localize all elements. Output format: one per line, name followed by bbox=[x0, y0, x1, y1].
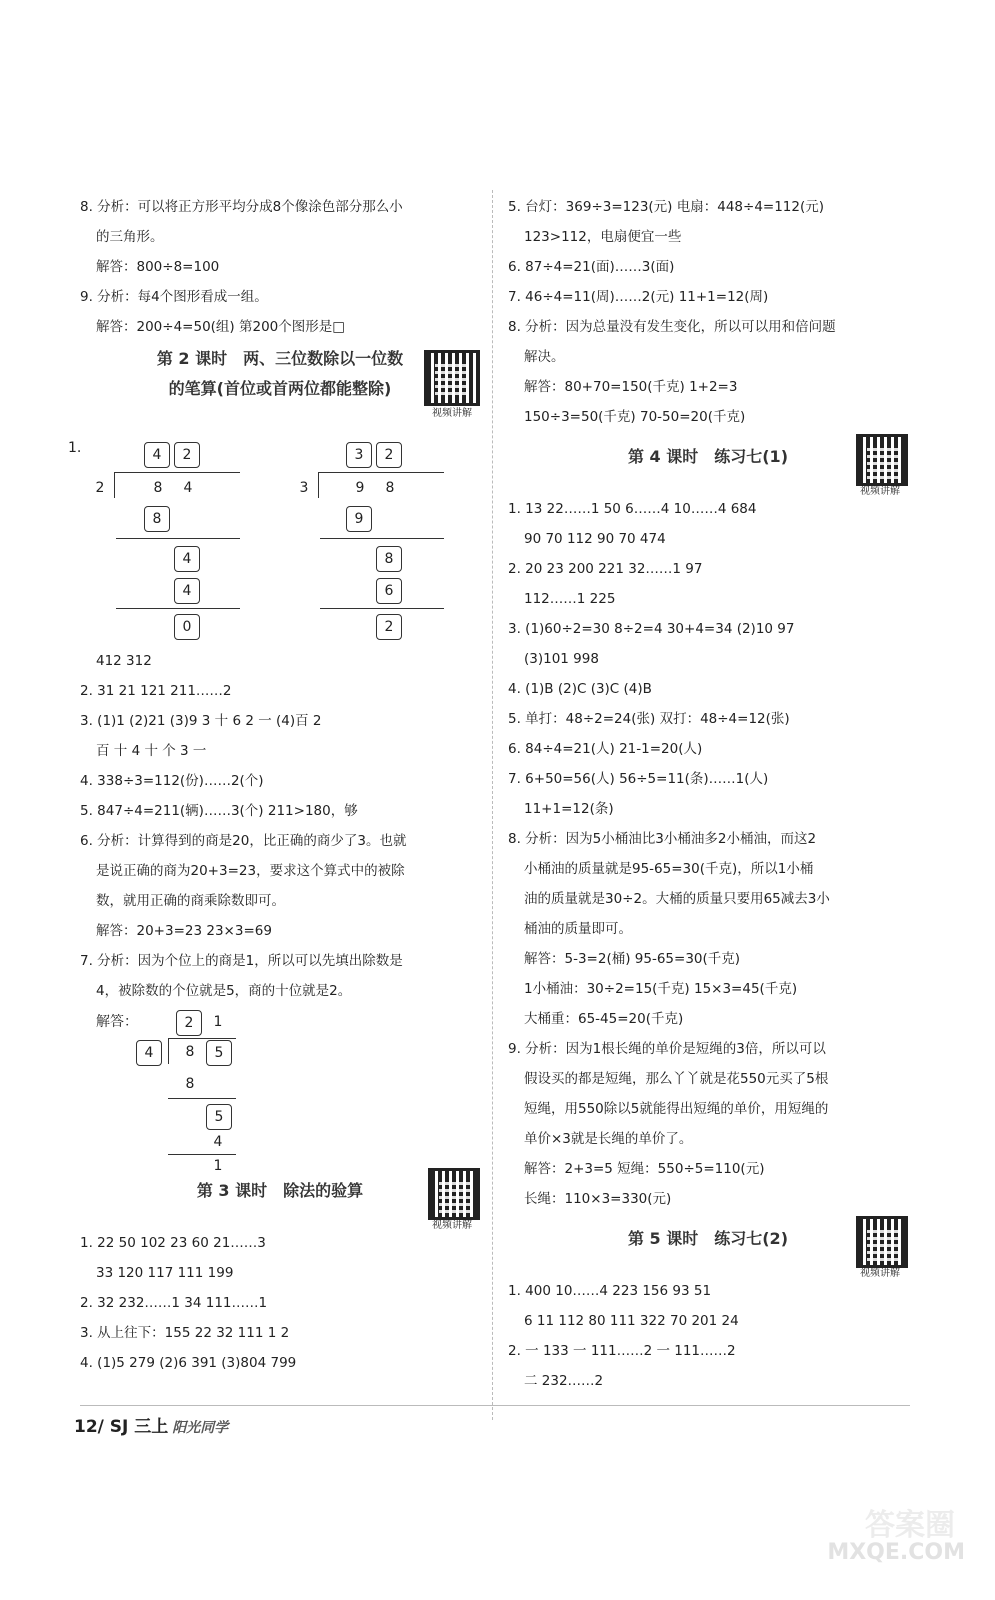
text-line: 2. 31 21 121 211……2 bbox=[80, 683, 232, 699]
text-line: 4. 338÷3=112(份)……2(个) bbox=[80, 773, 264, 789]
step-box: 6 bbox=[376, 578, 402, 604]
text-line: 5. 847÷4=211(辆)……3(个) 211>180，够 bbox=[80, 803, 358, 819]
text-line: 5. 单打：48÷2=24(张) 双打：48÷4=12(张) bbox=[508, 711, 790, 727]
qr-label: 视频讲解 bbox=[860, 486, 900, 497]
text-line: 二 232……2 bbox=[524, 1373, 604, 1389]
text-line: 解答：5-3=2(桶) 95-65=30(千克) bbox=[524, 951, 741, 967]
text-line: 解答：800÷8=100 bbox=[96, 259, 220, 275]
step-line bbox=[168, 1098, 236, 1099]
step-box: 5 bbox=[206, 1104, 232, 1130]
text-line: 解答：80+70=150(千克) 1+2=3 bbox=[524, 379, 738, 395]
text-line: 短绳，用550除以5就能得出短绳的单价，用短绳的 bbox=[524, 1101, 829, 1117]
qr-label: 视频讲解 bbox=[860, 1268, 900, 1279]
quotient-box: 3 bbox=[346, 442, 372, 468]
text-line: 412 312 bbox=[96, 653, 152, 669]
page-number: 12/ SJ 三上 bbox=[74, 1417, 169, 1437]
division-bracket bbox=[318, 472, 319, 498]
text-line: 3. (1)60÷2=30 8÷2=4 30+4=34 (2)10 97 bbox=[508, 621, 795, 637]
divisor-box: 4 bbox=[136, 1040, 162, 1066]
text-line: 112……1 225 bbox=[524, 591, 616, 607]
text-line: 1. 22 50 102 23 60 21……3 bbox=[80, 1235, 266, 1251]
text-line: 数，就用正确的商乘除数即可。 bbox=[96, 893, 285, 909]
text-line: 2. 一 133 一 111……2 一 111……2 bbox=[508, 1343, 736, 1359]
step-line bbox=[116, 608, 240, 609]
qr-code-icon[interactable] bbox=[428, 1168, 480, 1220]
text-line: 解答：20+3=23 23×3=69 bbox=[96, 923, 272, 939]
text-line: 7. 6+50=56(人) 56÷5=11(条)……1(人) bbox=[508, 771, 769, 787]
step-line bbox=[320, 608, 444, 609]
division-bar bbox=[168, 1038, 236, 1039]
remainder-digit: 1 bbox=[213, 1158, 223, 1174]
dividend-digit: 9 bbox=[355, 480, 365, 496]
text-line: 小桶油的质量就是95-65=30(千克)，所以1小桶 bbox=[524, 861, 814, 877]
text-line: 4. (1)5 279 (2)6 391 (3)804 799 bbox=[80, 1355, 297, 1371]
right-column bbox=[508, 192, 908, 1396]
text-line: 1. 13 22……1 50 6……4 10……4 684 bbox=[508, 501, 757, 517]
lesson-title: 第 4 课时 练习七(1) bbox=[627, 447, 789, 466]
text-line: 百 十 4 十 个 3 一 bbox=[96, 743, 207, 759]
quotient-box: 2 bbox=[376, 442, 402, 468]
step-box: 8 bbox=[376, 546, 402, 572]
lesson-title: 第 2 课时 两、三位数除以一位数 bbox=[156, 349, 404, 368]
watermark-url: MXQE.COM bbox=[827, 1540, 965, 1565]
qr-code-icon[interactable] bbox=[424, 350, 480, 406]
step-box: 8 bbox=[144, 506, 170, 532]
step-box: 4 bbox=[174, 578, 200, 604]
qr-label: 视频讲解 bbox=[432, 408, 472, 419]
lesson-title: 第 5 课时 练习七(2) bbox=[627, 1229, 789, 1248]
text-line: (3)101 998 bbox=[524, 651, 599, 667]
text-line: 7. 46÷4=11(周)……2(元) 11+1=12(周) bbox=[508, 289, 769, 305]
question-number: 1. bbox=[68, 440, 82, 456]
quotient-box: 2 bbox=[176, 1010, 202, 1036]
text-line: 1小桶油：30÷2=15(千克) 15×3=45(千克) bbox=[524, 981, 798, 997]
step-box: 0 bbox=[174, 614, 200, 640]
text-line: 2. 20 23 200 221 32……1 97 bbox=[508, 561, 703, 577]
lesson-3-header bbox=[80, 1176, 480, 1231]
dividend-digit: 8 bbox=[385, 480, 395, 496]
text-line: 6. 84÷4=21(人) 21-1=20(人) bbox=[508, 741, 703, 757]
long-division-figure-q7 bbox=[80, 1006, 480, 1174]
long-division-figures bbox=[68, 440, 480, 640]
watermark-logo: 答案圈 bbox=[865, 1508, 955, 1543]
text-line: 150÷3=50(千克) 70-50=20(千克) bbox=[524, 409, 746, 425]
text-line: 90 70 112 90 70 474 bbox=[524, 531, 666, 547]
footer-rule bbox=[80, 1405, 910, 1406]
column-divider bbox=[492, 190, 493, 1420]
step-box: 4 bbox=[174, 546, 200, 572]
answer-label: 解答： bbox=[96, 1014, 138, 1030]
step-box: 9 bbox=[346, 506, 372, 532]
lesson-4-header bbox=[508, 442, 908, 497]
quotient-digit: 1 bbox=[213, 1014, 223, 1030]
text-line: 解决。 bbox=[524, 349, 565, 365]
text-line: 9. 分析：因为1根长绳的单价是短绳的3倍，所以可以 bbox=[508, 1041, 826, 1057]
text-line: 桶油的质量即可。 bbox=[524, 921, 632, 937]
division-bar bbox=[114, 472, 240, 473]
text-line: 2. 32 232……1 34 111……1 bbox=[80, 1295, 268, 1311]
qr-code-icon[interactable] bbox=[856, 434, 908, 486]
qr-label: 视频讲解 bbox=[432, 1220, 472, 1231]
text-line: 4. (1)B (2)C (3)C (4)B bbox=[508, 681, 652, 697]
dividend-digit: 8 bbox=[185, 1044, 195, 1060]
text-line: 8. 分析：可以将正方形平均分成8个像涂色部分那么小 bbox=[80, 199, 403, 215]
text-line: 8. 分析：因为5小桶油比3小桶油多2小桶油，而这2 bbox=[508, 831, 817, 847]
lesson-title: 第 3 课时 除法的验算 bbox=[196, 1181, 364, 1200]
text-line: 11+1=12(条) bbox=[524, 801, 614, 817]
division-bar bbox=[318, 472, 444, 473]
divisor: 2 bbox=[95, 480, 105, 496]
step-box: 2 bbox=[376, 614, 402, 640]
text-line: 解答：200÷4=50(组) 第200个图形是□ bbox=[96, 319, 346, 335]
text-line: 33 120 117 111 199 bbox=[96, 1265, 234, 1281]
step-line bbox=[116, 538, 240, 539]
text-line: 的三角形。 bbox=[96, 229, 164, 245]
text-line: 6 11 112 80 111 322 70 201 24 bbox=[524, 1313, 739, 1329]
text-line: 123>112，电扇便宜一些 bbox=[524, 229, 682, 245]
lesson-2-header bbox=[80, 344, 480, 434]
text-line: 6. 分析：计算得到的商是20，比正确的商少了3。也就 bbox=[80, 833, 407, 849]
quotient-box: 2 bbox=[174, 442, 200, 468]
lesson-title: 的笔算(首位或首两位都能整除) bbox=[168, 379, 392, 398]
text-line: 单价×3就是长绳的单价了。 bbox=[524, 1131, 693, 1147]
dividend-digit: 4 bbox=[183, 480, 193, 496]
lesson-5-header bbox=[508, 1224, 908, 1279]
text-line: 9. 分析：每4个图形看成一组。 bbox=[80, 289, 268, 305]
dividend-digit: 8 bbox=[153, 480, 163, 496]
step-line bbox=[320, 538, 444, 539]
text-line: 1. 400 10……4 223 156 93 51 bbox=[508, 1283, 712, 1299]
text-line: 3. (1)1 (2)21 (3)9 3 十 6 2 一 (4)百 2 bbox=[80, 713, 322, 729]
division-bracket bbox=[168, 1038, 169, 1064]
text-line: 是说正确的商为20+3=23，要求这个算式中的被除 bbox=[96, 863, 405, 879]
text-line: 6. 87÷4=21(面)……3(面) bbox=[508, 259, 675, 275]
text-line: 假设买的都是短绳，那么丫丫就是花550元买了5根 bbox=[524, 1071, 829, 1087]
text-line: 油的质量就是30÷2。大桶的质量只要用65减去3小 bbox=[524, 891, 830, 907]
text-line: 7. 分析：因为个位上的商是1，所以可以先填出除数是 bbox=[80, 953, 403, 969]
text-line: 长绳：110×3=330(元) bbox=[524, 1191, 672, 1207]
dividend-box: 5 bbox=[206, 1040, 232, 1066]
brand-logo: 阳光同学 bbox=[172, 1420, 229, 1436]
quotient-box: 4 bbox=[144, 442, 170, 468]
footer bbox=[70, 1405, 930, 1406]
qr-code-icon[interactable] bbox=[856, 1216, 908, 1268]
text-line: 大桶重：65-45=20(千克) bbox=[524, 1011, 684, 1027]
text-line: 5. 台灯：369÷3=123(元) 电扇：448÷4=112(元) bbox=[508, 199, 825, 215]
page-label bbox=[74, 1412, 228, 1437]
step-digit: 4 bbox=[213, 1134, 223, 1150]
divisor: 3 bbox=[299, 480, 309, 496]
text-line: 3. 从上往下：155 22 32 111 1 2 bbox=[80, 1325, 290, 1341]
text-line: 4，被除数的个位就是5，商的十位就是2。 bbox=[96, 983, 352, 999]
division-bracket bbox=[114, 472, 115, 498]
text-line: 8. 分析：因为总量没有发生变化，所以可以用和倍问题 bbox=[508, 319, 836, 335]
step-digit: 8 bbox=[185, 1076, 195, 1092]
text-line: 解答：2+3=5 短绳：550÷5=110(元) bbox=[524, 1161, 765, 1177]
left-column bbox=[68, 192, 480, 1378]
